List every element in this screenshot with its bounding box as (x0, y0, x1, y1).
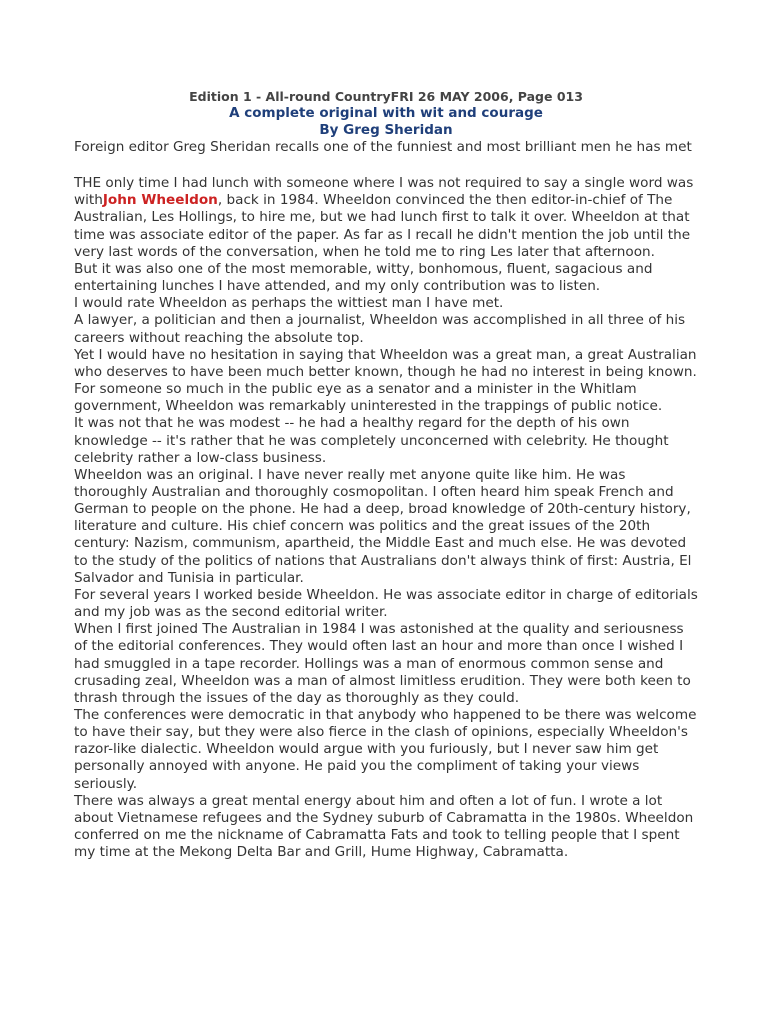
standfirst: Foreign editor Greg Sheridan recalls one of the funniest and most brilliant men he has met (74, 139, 692, 155)
paragraph-gap (74, 156, 698, 175)
body-paragraph: The conferences were democratic in that anybody who happened to be there was welcome to have their say, but they were also fierce in the clash of opinions, especially Wheeldon's razor-like dialectic. Wheeldon would argue with you furiously, but I never saw him get personally annoyed with anyone. He paid you the compliment of taking your views seriously. (74, 707, 697, 792)
body-paragraph: Yet I would have no hesitation in saying that Wheeldon was a great man, a great Australian who deserves to have been much better known, though he had no interest in being known. (74, 346, 697, 380)
body-paragraph: For someone so much in the public eye as a senator and a minister in the Whitlam government, Wheeldon was remarkably uninterested in the trappings of public notice. (74, 381, 663, 415)
article-header (74, 88, 698, 139)
body-paragraph: But it was also one of the most memorable, witty, bonhomous, fluent, sagacious and entertaining lunches I have attended, and my only contribution was to listen. (74, 260, 653, 295)
body-paragraph: For several years I worked beside Wheeldon. He was associate editor in charge of editorials and my job was as the second editorial writer. (74, 586, 698, 621)
body-paragraph: Wheeldon was an original. I have never really met anyone quite like him. He was thoroughly Australian and thoroughly cosmopolitan. I often heard him speak French and German to people on the phone. He had a deep, broad knowledge of 20th-century history, literature and culture. His chief concern was politics and the great issues of the 20th century: Nazism, communism, apartheid, the Middle East and much else. He was devoted to the study of the politics of nations that Australians don't always think of first: Austria, El Salvador and Tunisia in particular. (74, 466, 692, 586)
byline: By Greg Sheridan (319, 122, 453, 138)
first-paragraph (74, 175, 698, 261)
article-body (74, 139, 698, 861)
body-paragraph: I would rate Wheeldon as perhaps the wittiest man I have met. (74, 295, 504, 312)
body-paragraph: When I first joined The Australian in 1984 I was astonished at the quality and seriousness of the editorial conferences. They would often last an hour and more than once I wished I had smuggled in a tape recorder. Hollings was a man of enormous common sense and crusading zeal, Wheeldon was a man of almost limitless erudition. They were both keen to thrash through the issues of the day as thoroughly as they could. (74, 621, 691, 706)
body-paragraph: There was always a great mental energy about him and often a lot of fun. I wrote a lot about Vietnamese refugees and the Sydney suburb of Cabramatta in the 1980s. Wheeldon conferred on me the nickname of Cabramatta Fats and took to telling people that I spent my time at the Mekong Delta Bar and Grill, Hume Highway, Cabramatta. (74, 792, 694, 861)
body-paragraph: A lawyer, a politician and then a journalist, Wheeldon was accomplished in all three of his careers without reaching the absolute top. (74, 312, 686, 346)
edition-line: Edition 1 - All-round CountryFRI 26 MAY 2006, Page 013 (189, 89, 583, 104)
first-paragraph-lead: THE only time I had lunch with someone where I was not required to say a single word was with (74, 175, 694, 209)
first-paragraph-rest: , back in 1984. Wheeldon convinced the then editor-in-chief of The Australian, Les Hollings, to hire me, but we had lunch first to talk it over. Wheeldon at that time was associate editor of the paper. As far as I recall he didn't mention the job until the very last words of the conversation, when he told me to ring Les later that afternoon. (74, 192, 691, 260)
body-paragraph: It was not that he was modest -- he had a healthy regard for the depth of his own knowledge -- it's rather that he was completely unconcerned with celebrity. He thought celebrity rather a low-class business. (74, 415, 669, 466)
john-wheeldon-link[interactable]: John Wheeldon (102, 192, 218, 209)
article-page (74, 88, 698, 861)
headline: A complete original with wit and courage (229, 105, 543, 121)
